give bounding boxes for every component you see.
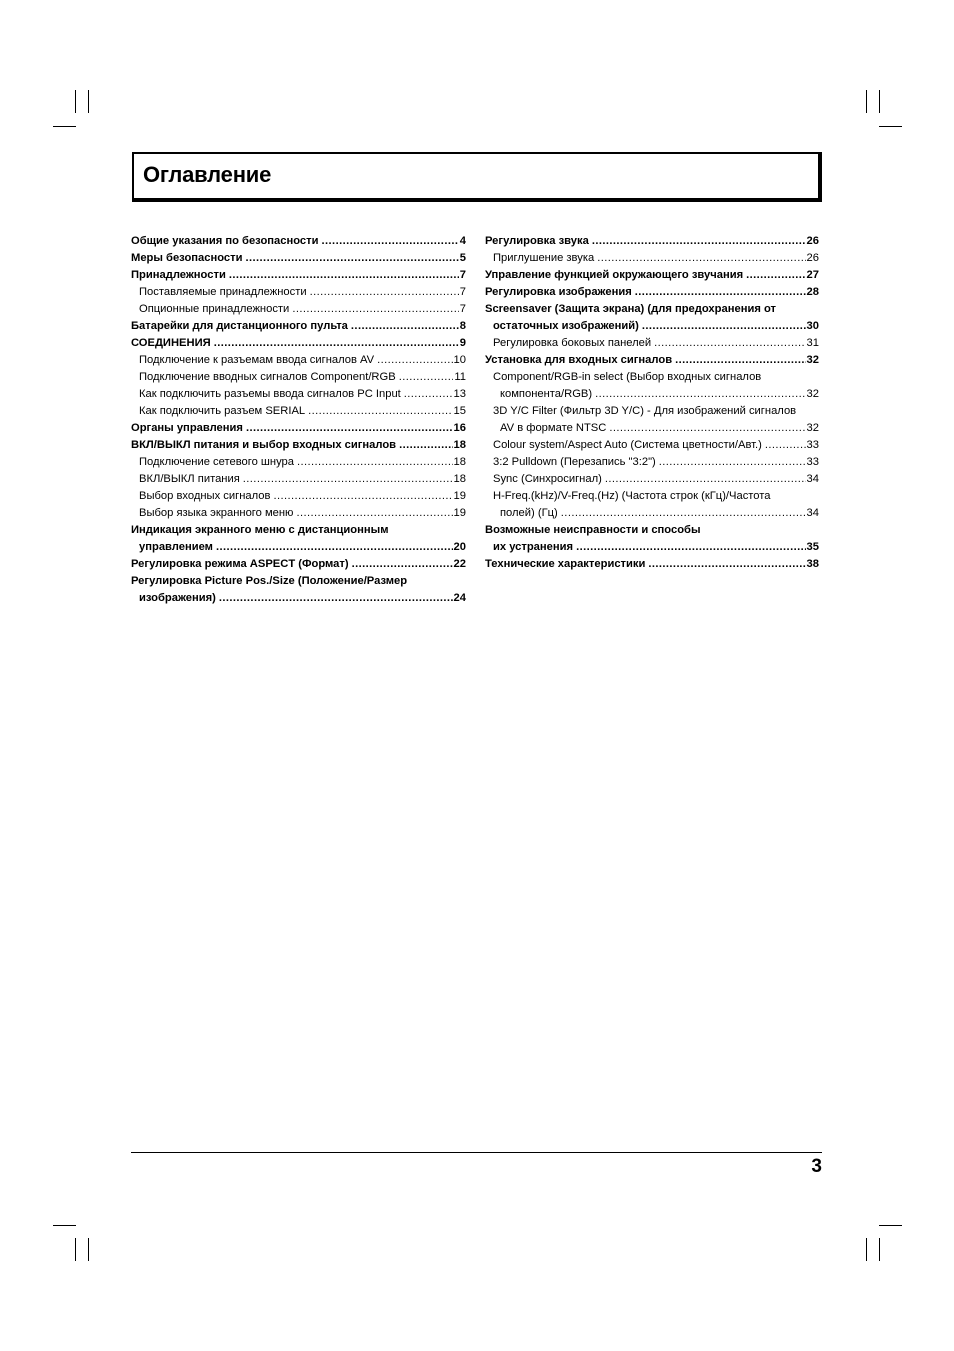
toc-entry-title: их устранения (493, 541, 574, 553)
dot-leader (635, 284, 806, 301)
toc-entry-page: 19 (453, 490, 466, 502)
dot-leader (296, 505, 452, 522)
toc-entry-title: Подключение вводных сигналов Component/RGB (139, 371, 396, 383)
dot-leader (297, 454, 453, 471)
toc-entry-page: 8 (459, 320, 466, 332)
toc-entry[interactable] (485, 250, 819, 267)
toc-entry-page: 34 (806, 473, 819, 485)
toc-entry-page: 32 (806, 422, 819, 434)
toc-entry[interactable] (131, 301, 466, 318)
toc-entry-title: H-Freq.(kHz)/V-Freq.(Hz) (Частота строк (кГц)/Частота (493, 490, 771, 502)
crop-mark (879, 126, 902, 127)
toc-entry[interactable] (131, 335, 466, 352)
footer-rule (131, 1152, 822, 1153)
toc-entry[interactable] (485, 284, 819, 301)
toc-entry-page: 28 (806, 286, 819, 298)
toc-entry-title: Sync (Синхросигнал) (493, 473, 602, 485)
page-number: 3 (811, 1156, 822, 1177)
crop-mark (53, 1225, 76, 1226)
toc-entry-page: 4 (459, 235, 466, 247)
crop-mark (53, 126, 76, 127)
dot-leader (597, 250, 805, 267)
toc-entry-title: Органы управления (131, 422, 243, 434)
toc-entry-page: 19 (453, 507, 466, 519)
dot-leader (576, 539, 805, 556)
toc-entry-title: 3:2 Pulldown (Перезапись "3:2") (493, 456, 656, 468)
toc-entry-title: Меры безопасности (131, 252, 243, 264)
toc-entry-page: 7 (459, 303, 466, 315)
toc-entry-title: Поставляемые принадлежности (139, 286, 307, 298)
toc-entry-title: ВКЛ/ВЫКЛ питания и выбор входных сигналов (131, 439, 397, 451)
toc-entry-title: СОЕДИНЕНИЯ (131, 337, 211, 349)
dot-leader (659, 454, 806, 471)
toc-entry-page: 20 (453, 541, 466, 553)
toc-entry-page: 22 (453, 558, 466, 570)
toc-entry-title: Colour system/Aspect Auto (Система цветности/Авт.) (493, 439, 762, 451)
dot-leader (246, 250, 459, 267)
toc-entry-page: 11 (454, 371, 466, 383)
toc-entry-page: 30 (806, 320, 819, 332)
dot-leader (399, 437, 452, 454)
toc-entry[interactable] (131, 454, 466, 471)
toc-entry-page: 9 (459, 337, 466, 349)
toc-entry[interactable] (485, 471, 819, 488)
toc-entry-title: полей) (Гц) (500, 507, 558, 519)
toc-entry[interactable] (131, 488, 466, 505)
toc-entry-page: 7 (459, 269, 466, 281)
toc-entry-title: Регулировка изображения (485, 286, 632, 298)
toc-entry-title: Опционные принадлежности (139, 303, 290, 315)
toc-entry-title: ВКЛ/ВЫКЛ питания (139, 473, 240, 485)
toc-right-column (485, 233, 819, 573)
dot-leader (352, 556, 453, 573)
toc-entry-title: 3D Y/C Filter (Фильтр 3D Y/C) - Для изображений сигналов (493, 405, 797, 417)
crop-mark (88, 1238, 89, 1261)
toc-entry-page: 18 (453, 473, 466, 485)
toc-entry-title: Возможные неисправности и способы (485, 524, 701, 536)
toc-entry[interactable] (131, 471, 466, 488)
toc-entry-page: 33 (806, 456, 819, 468)
dot-leader (675, 352, 805, 369)
toc-entry-title: Выбор входных сигналов (139, 490, 271, 502)
toc-entry[interactable] (485, 522, 819, 556)
toc-entry-title: Установка для входных сигналов (485, 354, 673, 366)
toc-entry[interactable] (485, 335, 819, 352)
toc-entry[interactable] (131, 556, 466, 573)
toc-entry-page: 16 (453, 422, 466, 434)
toc-entry-page: 13 (453, 388, 466, 400)
toc-entry-title: Регулировка режима ASPECT (Формат) (131, 558, 349, 570)
toc-entry[interactable] (485, 352, 819, 369)
toc-entry-title: Принадлежности (131, 269, 226, 281)
dot-leader (595, 386, 805, 403)
toc-entry[interactable] (131, 267, 466, 284)
toc-entry-page: 24 (453, 592, 466, 604)
dot-leader (654, 335, 805, 352)
toc-entry[interactable] (485, 233, 819, 250)
toc-entry[interactable] (485, 267, 819, 284)
dot-leader (746, 267, 805, 284)
dot-leader (216, 539, 453, 556)
toc-entry[interactable] (485, 301, 819, 335)
toc-entry[interactable] (485, 556, 819, 573)
crop-mark (866, 90, 867, 113)
toc-entry[interactable] (485, 437, 819, 454)
toc-entry-page: 31 (806, 337, 819, 349)
toc-entry-page: 32 (806, 354, 819, 366)
toc-entry-title: Подключение сетевого шнура (139, 456, 294, 468)
dot-leader (219, 590, 453, 607)
dot-leader (214, 335, 459, 352)
dot-leader (310, 284, 459, 301)
toc-entry-title: компонента/RGB) (500, 388, 593, 400)
title-box (132, 152, 822, 202)
toc-entry-title: Управление функцией окружающего звучания (485, 269, 744, 281)
toc-entry[interactable] (131, 284, 466, 301)
toc-entry-title: Component/RGB-in select (Выбор входных сигналов (493, 371, 762, 383)
toc-entry[interactable] (131, 505, 466, 522)
toc-entry-page: 5 (459, 252, 466, 264)
toc-entry[interactable] (485, 488, 819, 522)
dot-leader (243, 471, 453, 488)
toc-entry-page: 26 (806, 252, 819, 264)
toc-entry-title: Технические характеристики (485, 558, 646, 570)
toc-entry-title: изображения) (139, 592, 216, 604)
dot-leader (648, 556, 805, 573)
toc-entry[interactable] (131, 250, 466, 267)
dot-leader (399, 369, 454, 386)
dot-leader (377, 352, 452, 369)
crop-mark (879, 1225, 902, 1226)
dot-leader (273, 488, 452, 505)
toc-entry-title: AV в формате NTSC (500, 422, 607, 434)
crop-mark (879, 1238, 880, 1261)
crop-mark (879, 90, 880, 113)
crop-mark (75, 90, 76, 113)
page-title: Оглавление (143, 162, 272, 187)
toc-entry[interactable] (131, 573, 466, 607)
toc-entry-page: 18 (453, 456, 466, 468)
toc-entry[interactable] (131, 352, 466, 369)
toc-left-column (131, 233, 466, 607)
toc-entry[interactable] (485, 369, 819, 403)
toc-entry[interactable] (131, 369, 466, 386)
dot-leader (404, 386, 453, 403)
toc-entry-page: 18 (453, 439, 466, 451)
toc-entry-title: остаточных изображений) (493, 320, 639, 332)
dot-leader (609, 420, 805, 437)
dot-leader (246, 420, 453, 437)
toc-entry[interactable] (131, 403, 466, 420)
dot-leader (561, 505, 806, 522)
toc-entry-title: Как подключить разъемы ввода сигналов PC Input (139, 388, 401, 400)
dot-leader (292, 301, 458, 318)
toc-entry-page: 27 (806, 269, 819, 281)
toc-entry-title: Регулировка Picture Pos./Size (Положение/Размер (131, 575, 408, 587)
crop-mark (75, 1238, 76, 1261)
toc-entry-title: Как подключить разъем SERIAL (139, 405, 306, 417)
toc-entry-page: 7 (459, 286, 466, 298)
dot-leader (229, 267, 459, 284)
dot-leader (351, 318, 459, 335)
dot-leader (308, 403, 452, 420)
dot-leader (322, 233, 459, 250)
dot-leader (765, 437, 806, 454)
toc-entry-title: Регулировка звука (485, 235, 589, 247)
dot-leader (592, 233, 806, 250)
toc-entry[interactable] (485, 403, 819, 437)
toc-entry-title: Выбор языка экранного меню (139, 507, 294, 519)
toc-entry-title: Регулировка боковых панелей (493, 337, 652, 349)
toc-entry-page: 32 (806, 388, 819, 400)
toc-entry-page: 38 (806, 558, 819, 570)
toc-entry-title: Screensaver (Защита экрана) (для предохранения от (485, 303, 776, 315)
crop-mark (88, 90, 89, 113)
toc-entry[interactable] (131, 420, 466, 437)
toc-entry-title: управлением (139, 541, 213, 553)
toc-entry[interactable] (131, 386, 466, 403)
toc-entry-title: Приглушение звука (493, 252, 595, 264)
toc-entry-page: 15 (453, 405, 466, 417)
crop-mark (866, 1238, 867, 1261)
toc-entry-page: 33 (806, 439, 819, 451)
toc-entry-page: 26 (806, 235, 819, 247)
toc-entry-title: Подключение к разъемам ввода сигналов AV (139, 354, 375, 366)
toc-entry[interactable] (131, 233, 466, 250)
toc-entry[interactable] (131, 318, 466, 335)
toc-entry-title: Батарейки для дистанционного пульта (131, 320, 348, 332)
dot-leader (605, 471, 806, 488)
toc-entry[interactable] (485, 454, 819, 471)
dot-leader (642, 318, 806, 335)
toc-entry[interactable] (131, 437, 466, 454)
toc-entry-page: 10 (453, 354, 466, 366)
toc-entry-title: Общие указания по безопасности (131, 235, 319, 247)
toc-entry[interactable] (131, 522, 466, 556)
toc-entry-page: 35 (806, 541, 819, 553)
toc-entry-title: Индикация экранного меню с дистанционным (131, 524, 389, 536)
toc-entry-page: 34 (806, 507, 819, 519)
